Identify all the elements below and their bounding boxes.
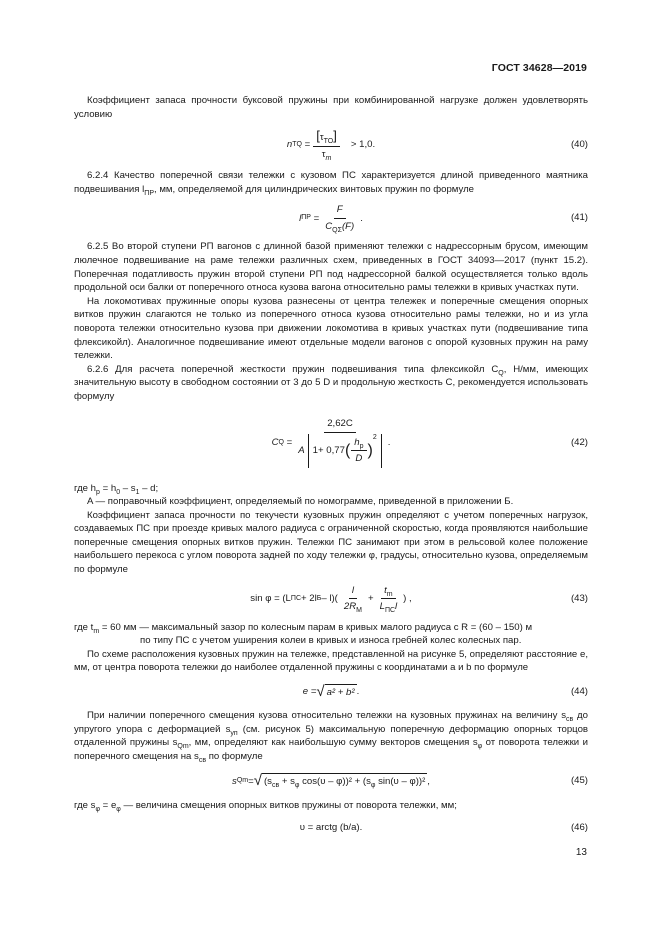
formula-41: l ПР = $\frac{F}{C_{Q\Sigma}(F)}$ . (41) — [299, 204, 588, 234]
standard-header: ГОСТ 34628—2019 — [491, 62, 587, 74]
paragraph: При наличии поперечного смещения кузова относительно тележки на кузовных пружинах на величину $s_{св}$ до упругого упора с деформацией $s_{уп}$ (см. рисунок 5) максимальную поперечную деформацию опорных торцов отдаленной пружины $s_{Qm}$, мм, определяют как наибольшую сумму векторов смещения $s_\varphi$ от поворота тележки и поперечного смещения на $s_{св}$ по формуле — [74, 710, 588, 764]
square-root: √ ($s_{св} + s_\varphi$ $\cos(\upsilon - \varphi))^2 + (s_\varphi$ sin(υ – φ))² — [253, 772, 426, 790]
formula-number: (46) — [570, 822, 588, 834]
formula-43: sin φ = (L ПС + 2l Б – l)( $\frac{l}{2R_M}$ + $\frac{t_m}{L_{ПС}l}$ ) , (43) — [250, 584, 588, 615]
paragraph: 6.2.4 Качество поперечной связи тележки с кузовом ПС характеризуется длиной приведенного маятника подвешивания $l_{ПР}$, мм, определяемой для цилиндрических винтовых пружин по формуле — [74, 170, 588, 197]
where-clause: где $s_\varphi = e_\varphi$ — величина смещения опорных витков пружины от поворота тележки, мм; — [74, 800, 457, 814]
fraction: $\frac{t_m}{L_{ПС}l}$ — [379, 584, 398, 615]
formula-42: C Q = 2,62C A 1+ 0,77 ( $\frac{h_p}{D}$ ) 2 . (42) — [74, 408, 588, 478]
formula-46: υ = arctg (b/a). (46) — [299, 822, 588, 834]
paragraph: На локомотивах пружинные опоры кузова разнесены от центра тележек и поперечные смещения опорных витков пружин слагаются не только из поперечного относа кузова относительно рамы тележки, но и из угла поворота тележки относительно кузова при движении локомотива в кривых участках пути (подвешивание типа флексикойл). Аналогичное подвешивание имеют отдельные модели вагонов с опорой кузовных пружин на раму тележки. — [74, 295, 588, 362]
paragraph: 6.2.6 Для расчета поперечной жесткости пружин подвешивания типа флексикойл $C_Q$, Н/мм, имеющих значительную высоту в свободном состоянии от 3 до 5 D и продольную жесткость C, рекомендуется использовать формулу — [74, 363, 588, 402]
paragraph: Коэффициент запаса прочности по текучести кузовных пружин определяют с учетом поперечных нагрузок, создаваемых ПС при проезде кривых малого радиуса с ограниченной скоростью, когда проявляются наибольшие поперечные смещения опорных витков пружин. Тележки ПС занимают при этом в рельсовой колее положение наибольшего перекоса с углом поворота задней по ходу тележки φ, градусы, относительно кузова, определяемым по формуле — [74, 509, 588, 576]
where-clause: по типу ПС с учетом уширения колеи в кривых и износа гребней колес колесных пар. — [140, 635, 522, 647]
formula-number: (41) — [570, 212, 588, 224]
page-content — [74, 94, 588, 843]
formula-40: n TQ = $\frac{[\tau_{TO}]}{\tau_m}$ > 1,0. (40) — [286, 128, 588, 162]
formula-number: (40) — [570, 139, 588, 151]
fraction: $\frac{F}{C_{Q\Sigma}(F)}$ — [325, 204, 355, 234]
paragraph: Коэффициент запаса прочности буксовой пружины при комбинированной нагрузке должен удовлетворять условию — [74, 95, 588, 120]
where-clause: где $t_m = 60$ мм — максимальный зазор по колесным парам в кривых малого радиуса с R = (60 – 150) м — [74, 621, 533, 635]
formula-number: (44) — [570, 686, 588, 698]
formula-number: (45) — [570, 775, 588, 787]
paragraph: По схеме расположения кузовных пружин на тележке, представленной на рисунке 5, определяют расстояние e, мм, от центра поворота тележки до наиболее отдаленной пружины с координатами a и b по формуле — [74, 648, 588, 674]
page-number: 13 — [575, 847, 587, 858]
fraction: $\frac{l}{2R_M}$ — [343, 584, 362, 615]
formula-number: (42) — [570, 436, 588, 448]
formula-45: s Qm = √ ($s_{св} + s_\varphi$ $\cos(\upsilon - \varphi))^2 + (s_\varphi$ sin(υ – φ))² , (45) — [232, 772, 588, 790]
paragraph: 6.2.5 Во второй ступени РП вагонов с длинной базой применяют тележки с надрессорным брусом, имеющим люлечное подвешивание на раме тележки различных схем, приведенных в ГОСТ 34093—2017 (пункт 15.2). Поперечная податливость пружин второй ступени РП под надрессорной балкой осуществляется только вдоль продольной оси балки от поперечного относа кузова вагона относительно рамы тележки в кривых участках пути. — [74, 241, 588, 294]
fraction: 2,62C A 1+ 0,77 ( $\frac{h_p}{D}$ ) 2 — [295, 417, 385, 468]
formula-44: e = √ a² + b² . (44) — [302, 683, 588, 701]
where-clause: A — поправочный коэффициент, определяемый по номограмме, приведенной в приложении Б. — [87, 496, 514, 508]
square-root: √ a² + b² — [316, 683, 355, 701]
formula-number: (43) — [570, 592, 588, 604]
where-clause: где $h_p = h_0 - s_1 - d$; — [74, 482, 159, 496]
fraction: $\frac{[\tau_{TO}]}{\tau_m}$ — [313, 129, 340, 161]
